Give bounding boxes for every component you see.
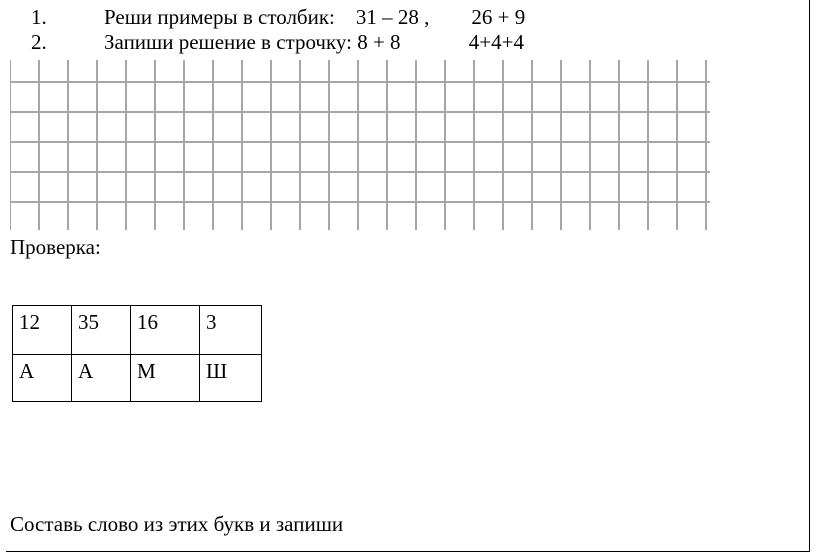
task-1-number: 1. [31, 5, 47, 29]
squared-paper-grid [10, 60, 710, 230]
footer-instruction: Составь слово из этих букв и запиши [10, 512, 344, 536]
table-cell: А [13, 355, 72, 402]
task-2-text: Запиши решение в строчку: 8 + 8 4+4+4 [104, 30, 524, 54]
task-2 [31, 30, 591, 54]
table-row-numbers [13, 306, 262, 355]
table-cell: Ш [200, 355, 262, 402]
task-1 [31, 5, 591, 29]
table-cell: 35 [72, 306, 131, 355]
table-cell: М [131, 355, 200, 402]
task-1-text: Реши примеры в столбик: 31 – 28 , 26 + 9 [104, 5, 526, 29]
letter-key-table [12, 305, 262, 402]
table-row-letters [13, 355, 262, 402]
table-cell: 12 [13, 306, 72, 355]
task-2-number: 2. [31, 30, 47, 54]
table-cell: 3 [200, 306, 262, 355]
table-cell: 16 [131, 306, 200, 355]
check-heading: Проверка: [10, 235, 101, 259]
table-cell: А [72, 355, 131, 402]
